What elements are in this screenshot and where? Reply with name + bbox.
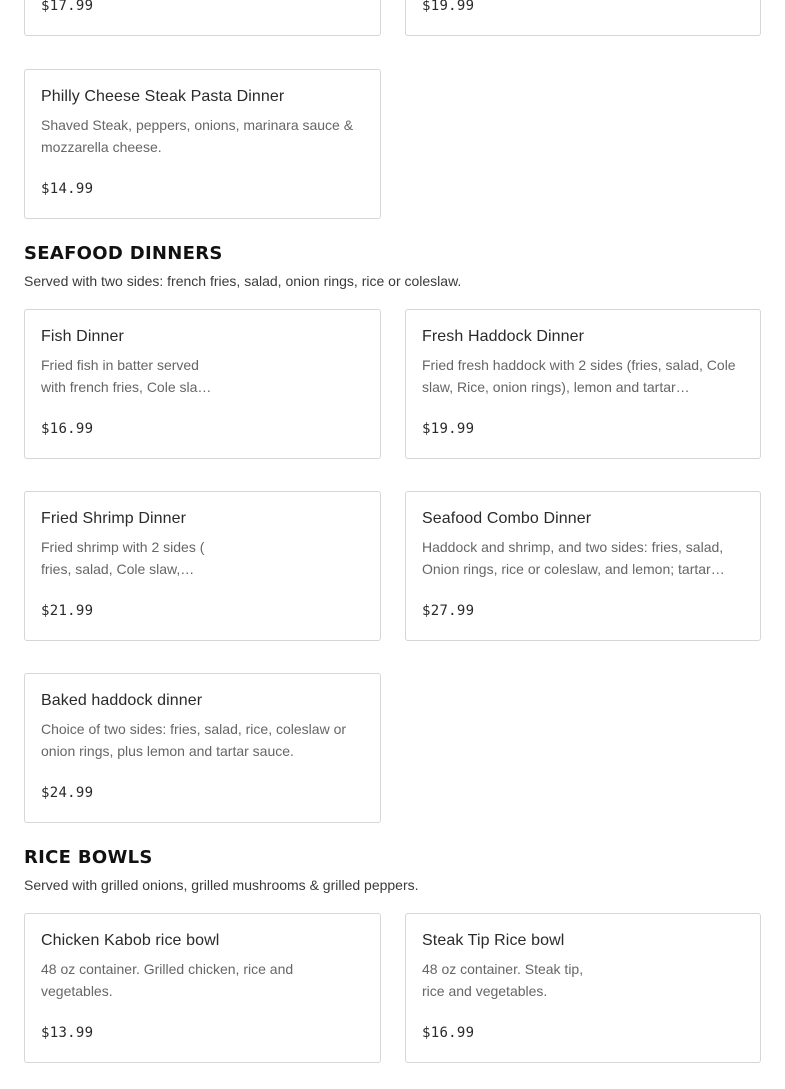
item-title: Steak Tip Rice bowl	[422, 932, 565, 949]
item-title: Chicken Kabob rice bowl	[41, 932, 220, 949]
item-price: $19.99	[422, 0, 475, 14]
item-price: $13.99	[41, 1025, 94, 1041]
item-title: Baked haddock dinner	[41, 692, 203, 709]
item-description: 48 oz container. Steak tip, rice and vegetables.	[422, 961, 584, 999]
item-title: Fish Dinner	[41, 328, 124, 345]
item-title: Fried Shrimp Dinner	[41, 510, 187, 527]
item-price: $16.99	[422, 1025, 475, 1041]
menu-item-card[interactable]	[24, 309, 381, 459]
menu-item-card[interactable]	[405, 913, 761, 1063]
item-title: Fresh Haddock Dinner	[422, 328, 585, 345]
item-price: $19.99	[422, 421, 475, 437]
item-price: $14.99	[41, 181, 94, 197]
menu-item-card[interactable]	[24, 491, 381, 641]
item-description: 48 oz container. Grilled chicken, rice and vegetables.	[41, 961, 294, 999]
item-description: Haddock and shrimp, and two sides: fries, salad, Onion rings, rice or coleslaw, and lemon; tartar…	[422, 539, 725, 577]
item-description: Fried shrimp with 2 sides ( fries, salad, Cole slaw,…	[41, 539, 205, 577]
menu-item-card[interactable]	[405, 309, 761, 459]
item-price: $27.99	[422, 603, 475, 619]
item-title: Philly Cheese Steak Pasta Dinner	[41, 88, 285, 105]
item-description: Shaved Steak, peppers, onions, marinara sauce & mozzarella cheese.	[41, 117, 354, 155]
item-price: $21.99	[41, 603, 94, 619]
item-price: $16.99	[41, 421, 94, 437]
section-title-seafood: SEAFOOD DINNERS	[24, 243, 223, 264]
menu-item-card[interactable]	[405, 491, 761, 641]
menu-item-card[interactable]	[24, 673, 381, 823]
item-price: $24.99	[41, 785, 94, 801]
menu-item-card[interactable]	[24, 0, 381, 36]
section-subtitle-seafood: Served with two sides: french fries, salad, onion rings, rice or coleslaw.	[24, 273, 462, 289]
menu-item-card[interactable]	[24, 69, 381, 219]
item-description: Choice of two sides: fries, salad, rice, coleslaw or onion rings, plus lemon and tartar sauce.	[41, 721, 347, 759]
item-title: Seafood Combo Dinner	[422, 510, 592, 527]
section-subtitle-rice-bowls: Served with grilled onions, grilled mushrooms & grilled peppers.	[24, 877, 419, 893]
section-title-rice-bowls: RICE BOWLS	[24, 847, 153, 868]
item-description: Fried fresh haddock with 2 sides (fries, salad, Cole slaw, Rice, onion rings), lemon and tartar…	[422, 357, 736, 395]
item-description: Fried fish in batter served with french fries, Cole sla…	[41, 357, 212, 395]
item-price: $17.99	[41, 0, 94, 14]
menu-item-card[interactable]	[24, 913, 381, 1063]
menu-item-card[interactable]	[405, 0, 761, 36]
